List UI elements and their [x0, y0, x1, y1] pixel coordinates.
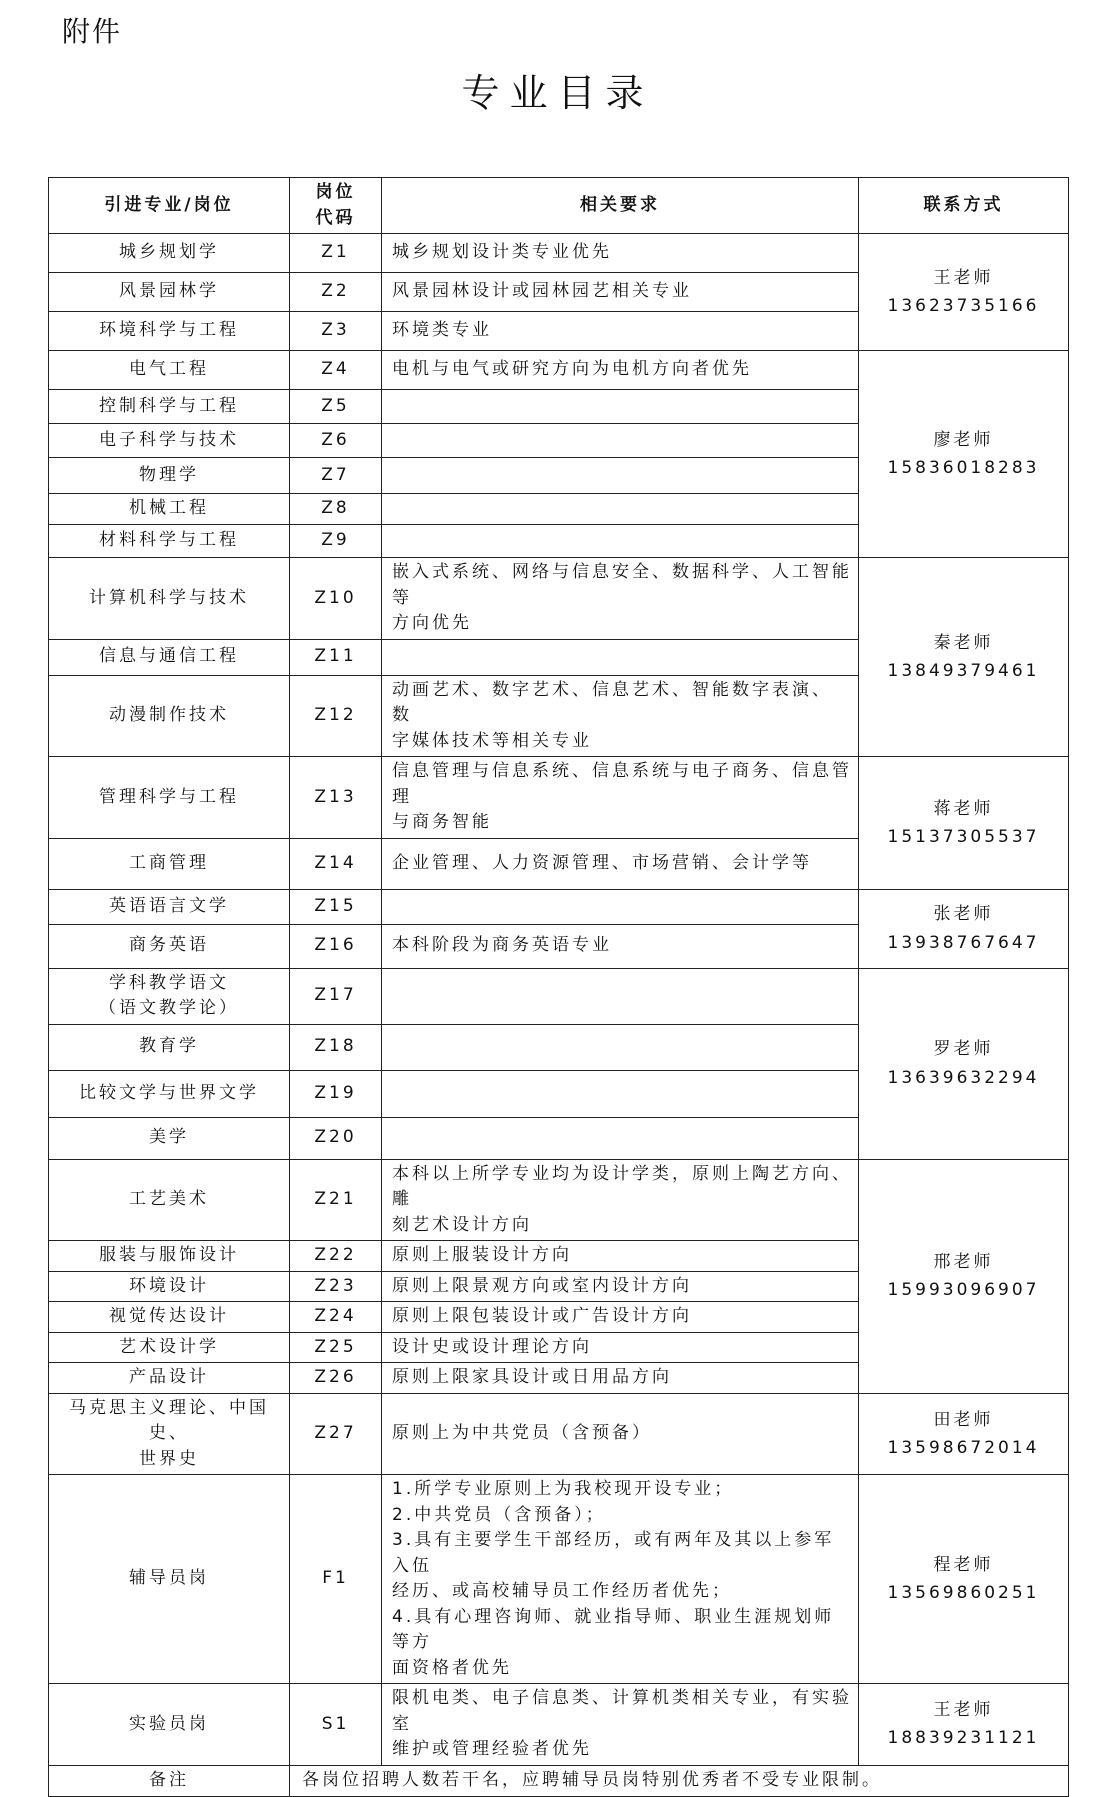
- requirement-line: 与商务智能: [392, 812, 492, 832]
- code-cell: Z20: [290, 1117, 382, 1159]
- major-cell: [49, 968, 290, 1024]
- requirement-cell: [382, 273, 859, 312]
- major-cell: [49, 1024, 290, 1070]
- major-line: 比较文学与世界文学: [79, 1082, 259, 1103]
- contact-cell: [859, 757, 1069, 890]
- code-cell: Z15: [290, 889, 382, 924]
- page-title: 专业目录: [461, 71, 654, 115]
- major-cell: [49, 351, 290, 390]
- contact-cell: [859, 1684, 1069, 1766]
- requirement-cell: [382, 312, 859, 351]
- requirement-cell: [382, 1363, 859, 1394]
- major-cell: [49, 1117, 290, 1159]
- requirement-cell: [382, 1024, 859, 1070]
- requirement-cell: [382, 1271, 859, 1302]
- code-cell: Z14: [290, 838, 382, 889]
- requirement-line: 字媒体技术等相关专业: [392, 730, 592, 751]
- code-cell: S1: [290, 1684, 382, 1766]
- major-line: 控制科学与工程: [99, 395, 239, 416]
- remark-row: [49, 1765, 1069, 1796]
- code-cell: Z11: [290, 639, 382, 675]
- requirement-line: 方向优先: [392, 613, 472, 633]
- major-line: 风景园林学: [119, 281, 219, 302]
- requirement-line: 环境类专业: [392, 320, 492, 341]
- major-cell: [49, 1684, 290, 1766]
- contact-name: 王老师: [933, 1700, 994, 1721]
- header-code-line1: 岗位: [315, 182, 356, 202]
- major-line: 信息与通信工程: [99, 646, 239, 667]
- requirement-cell: [382, 1684, 859, 1766]
- code-cell: Z8: [290, 494, 382, 525]
- contact-cell: [859, 351, 1069, 558]
- major-line: 材料科学与工程: [99, 530, 239, 551]
- contact-phone: 13639632294: [887, 1067, 1040, 1088]
- table-row: [49, 1393, 1069, 1475]
- requirement-cell: [382, 525, 859, 558]
- code-cell: Z17: [290, 968, 382, 1024]
- requirement-line: 嵌入式系统、网络与信息安全、数据科学、人工智能等: [392, 562, 852, 608]
- requirement-cell: [382, 424, 859, 458]
- requirement-cell: [382, 924, 859, 968]
- code-cell: Z16: [290, 924, 382, 968]
- major-line: 马克思主义理论、中国史、: [69, 1397, 269, 1443]
- code-cell: Z26: [290, 1363, 382, 1394]
- requirement-line: 风景园林设计或园林园艺相关专业: [392, 281, 692, 302]
- requirement-cell: [382, 838, 859, 889]
- major-line: 城乡规划学: [119, 242, 219, 263]
- code-cell: Z9: [290, 525, 382, 558]
- major-cell: [49, 1271, 290, 1302]
- requirement-cell: [382, 757, 859, 839]
- major-cell: [49, 390, 290, 424]
- requirement-line: 设计史或设计理论方向: [392, 1336, 592, 1357]
- major-cell: [49, 924, 290, 968]
- major-line: 电气工程: [129, 359, 209, 380]
- requirement-cell: [382, 494, 859, 525]
- requirement-cell: [382, 639, 859, 675]
- contact-cell: [859, 889, 1069, 968]
- major-line: 实验员岗: [129, 1713, 209, 1734]
- major-cell: [49, 1475, 290, 1684]
- table-row: [49, 558, 1069, 640]
- requirement-line: 限机电类、电子信息类、计算机类相关专业，有实验室: [392, 1688, 852, 1734]
- major-line: 美学: [149, 1127, 189, 1148]
- contact-phone: 18839231121: [887, 1728, 1040, 1749]
- contact-phone: 13598672014: [887, 1437, 1040, 1458]
- contact-phone: 13938767647: [887, 932, 1040, 953]
- code-cell: F1: [290, 1475, 382, 1684]
- requirement-line: 原则上服装设计方向: [392, 1245, 572, 1265]
- code-cell: Z24: [290, 1302, 382, 1333]
- code-cell: Z2: [290, 273, 382, 312]
- major-cell: [49, 1070, 290, 1117]
- contact-phone: 13623735166: [887, 296, 1040, 316]
- requirement-line: 4.具有心理咨询师、就业指导师、职业生涯规划师等方: [392, 1606, 835, 1652]
- contact-phone: 15137305537: [887, 826, 1040, 847]
- table-row: [49, 757, 1069, 839]
- major-cell: [49, 1159, 290, 1241]
- requirement-cell: [382, 234, 859, 273]
- requirement-line: 原则上限包装设计或广告设计方向: [392, 1306, 692, 1326]
- header-code-line2: 代码: [315, 207, 356, 228]
- major-line: 商务英语: [129, 935, 209, 956]
- requirement-line: 维护或管理经验者优先: [392, 1739, 592, 1759]
- major-line: 管理科学与工程: [99, 786, 239, 807]
- major-cell: [49, 525, 290, 558]
- requirement-cell: [382, 968, 859, 1024]
- major-line: 环境科学与工程: [99, 320, 239, 341]
- code-cell: Z25: [290, 1332, 382, 1363]
- major-cell: [49, 639, 290, 675]
- table-row: [49, 889, 1069, 924]
- requirement-cell: [382, 390, 859, 424]
- code-cell: Z22: [290, 1241, 382, 1272]
- table-row: [49, 1159, 1069, 1241]
- header-contact: 联系方式: [859, 178, 1069, 234]
- major-line: 学科教学语文: [109, 972, 229, 993]
- major-cell: [49, 458, 290, 494]
- code-cell: Z12: [290, 675, 382, 757]
- requirement-line: 原则上限景观方向或室内设计方向: [392, 1275, 692, 1296]
- major-line: 机械工程: [129, 498, 209, 519]
- contact-cell: [859, 968, 1069, 1159]
- table-row: [49, 968, 1069, 1024]
- header-major: 引进专业/岗位: [49, 178, 290, 234]
- requirement-cell: [382, 1241, 859, 1272]
- code-cell: Z23: [290, 1271, 382, 1302]
- table-row: [49, 1684, 1069, 1766]
- contact-phone: 13849379461: [887, 661, 1040, 681]
- requirement-cell: [382, 1159, 859, 1241]
- requirement-cell: [382, 1393, 859, 1475]
- major-line: 辅导员岗: [129, 1568, 209, 1589]
- requirement-cell: [382, 1070, 859, 1117]
- code-cell: Z21: [290, 1159, 382, 1241]
- major-cell: [49, 1241, 290, 1272]
- major-cell: [49, 494, 290, 525]
- header-code: [290, 178, 382, 234]
- major-cell: [49, 889, 290, 924]
- major-line: 工艺美术: [129, 1189, 209, 1209]
- code-cell: Z5: [290, 390, 382, 424]
- requirement-cell: [382, 1302, 859, 1333]
- major-line: 产品设计: [129, 1367, 209, 1387]
- contact-name: 蒋老师: [933, 798, 994, 819]
- major-line: 英语语言文学: [109, 895, 229, 916]
- requirement-line: 信息管理与信息系统、信息系统与电子商务、信息管理: [392, 761, 852, 807]
- contact-phone: 15836018283: [887, 458, 1040, 478]
- contact-phone: 13569860251: [887, 1583, 1040, 1603]
- contact-name: 邢老师: [933, 1251, 994, 1272]
- major-line: 工商管理: [129, 852, 209, 873]
- requirement-line: 城乡规划设计类专业优先: [392, 242, 612, 263]
- contact-phone: 15993096907: [887, 1280, 1040, 1300]
- contact-cell: [859, 558, 1069, 757]
- requirement-line: 动画艺术、数字艺术、信息艺术、智能数字表演、 数: [392, 679, 832, 725]
- remark-label: 备注: [49, 1765, 290, 1796]
- contact-name: 张老师: [933, 904, 994, 925]
- major-line: 世界史: [139, 1448, 199, 1469]
- contact-name: 田老师: [933, 1409, 994, 1430]
- major-cell: [49, 838, 290, 889]
- major-cell: [49, 675, 290, 757]
- major-cell: [49, 1332, 290, 1363]
- requirement-line: 原则上限家具设计或日用品方向: [392, 1367, 672, 1387]
- code-cell: Z1: [290, 234, 382, 273]
- requirement-cell: [382, 1475, 859, 1684]
- requirement-line: 企业管理、人力资源管理、市场营销、会计学等: [392, 852, 812, 873]
- requirement-cell: [382, 889, 859, 924]
- major-cell: [49, 312, 290, 351]
- code-cell: Z19: [290, 1070, 382, 1117]
- major-cell: [49, 234, 290, 273]
- code-cell: Z6: [290, 424, 382, 458]
- major-line: 视觉传达设计: [109, 1306, 229, 1326]
- major-cell: [49, 757, 290, 839]
- code-cell: Z18: [290, 1024, 382, 1070]
- requirement-cell: [382, 458, 859, 494]
- header-row: [49, 178, 1069, 234]
- code-cell: Z7: [290, 458, 382, 494]
- major-cell: [49, 424, 290, 458]
- requirement-cell: [382, 675, 859, 757]
- table-row: [49, 1475, 1069, 1684]
- major-line: 动漫制作技术: [109, 705, 229, 725]
- requirement-line: 面资格者优先: [392, 1657, 512, 1678]
- requirement-line: 本科阶段为商务英语专业: [392, 935, 612, 956]
- requirement-line: 1.所学专业原则上为我校现开设专业；: [392, 1479, 735, 1499]
- major-line: 电子科学与技术: [99, 429, 239, 450]
- code-cell: Z10: [290, 558, 382, 640]
- remark-text: 各岗位招聘人数若干名，应聘辅导员岗特别优秀者不受专业限制。: [290, 1765, 1069, 1796]
- contact-name: 王老师: [933, 267, 994, 288]
- major-line: （语文教学论）: [99, 998, 239, 1018]
- major-line: 环境设计: [129, 1275, 209, 1296]
- requirement-line: 本科以上所学专业均为设计学类，原则上陶艺方向、雕: [392, 1163, 852, 1209]
- code-cell: Z27: [290, 1393, 382, 1475]
- contact-name: 廖老师: [933, 429, 994, 450]
- requirement-line: 经历、或高校辅导员工作经历者优先；: [392, 1581, 732, 1601]
- contact-cell: [859, 234, 1069, 351]
- major-line: 教育学: [139, 1036, 199, 1057]
- requirement-line: 3.具有主要学生干部经历，或有两年及其以上参军入伍: [392, 1530, 835, 1576]
- code-cell: Z4: [290, 351, 382, 390]
- major-line: 物理学: [139, 464, 199, 485]
- requirement-line: 刻艺术设计方向: [392, 1214, 532, 1235]
- requirement-cell: [382, 558, 859, 640]
- requirement-cell: [382, 1117, 859, 1159]
- table-body: [49, 178, 1069, 1797]
- attachment-label: 附件: [62, 15, 123, 48]
- code-cell: Z3: [290, 312, 382, 351]
- major-cell: [49, 1302, 290, 1333]
- major-cell: [49, 558, 290, 640]
- code-cell: Z13: [290, 757, 382, 839]
- major-cell: [49, 273, 290, 312]
- header-requirements: 相关要求: [382, 178, 859, 234]
- contact-name: 罗老师: [933, 1039, 994, 1060]
- major-cell: [49, 1393, 290, 1475]
- contact-name: 程老师: [933, 1554, 994, 1575]
- table-row: [49, 234, 1069, 273]
- major-line: 计算机科学与技术: [89, 587, 249, 608]
- requirement-line: 电机与电气或研究方向为电机方向者优先: [392, 359, 752, 380]
- contact-cell: [859, 1475, 1069, 1684]
- contact-cell: [859, 1159, 1069, 1393]
- requirement-cell: [382, 1332, 859, 1363]
- requirement-line: 原则上为中共党员（含预备）: [392, 1423, 652, 1443]
- major-cell: [49, 1363, 290, 1394]
- major-line: 服装与服饰设计: [99, 1245, 239, 1265]
- contact-name: 秦老师: [933, 632, 994, 653]
- major-line: 艺术设计学: [119, 1336, 219, 1357]
- major-catalog-table: [48, 177, 1069, 1797]
- requirement-cell: [382, 351, 859, 390]
- contact-cell: [859, 1393, 1069, 1475]
- requirement-line: 2.中共党员（含预备）；: [392, 1504, 606, 1525]
- table-row: [49, 351, 1069, 390]
